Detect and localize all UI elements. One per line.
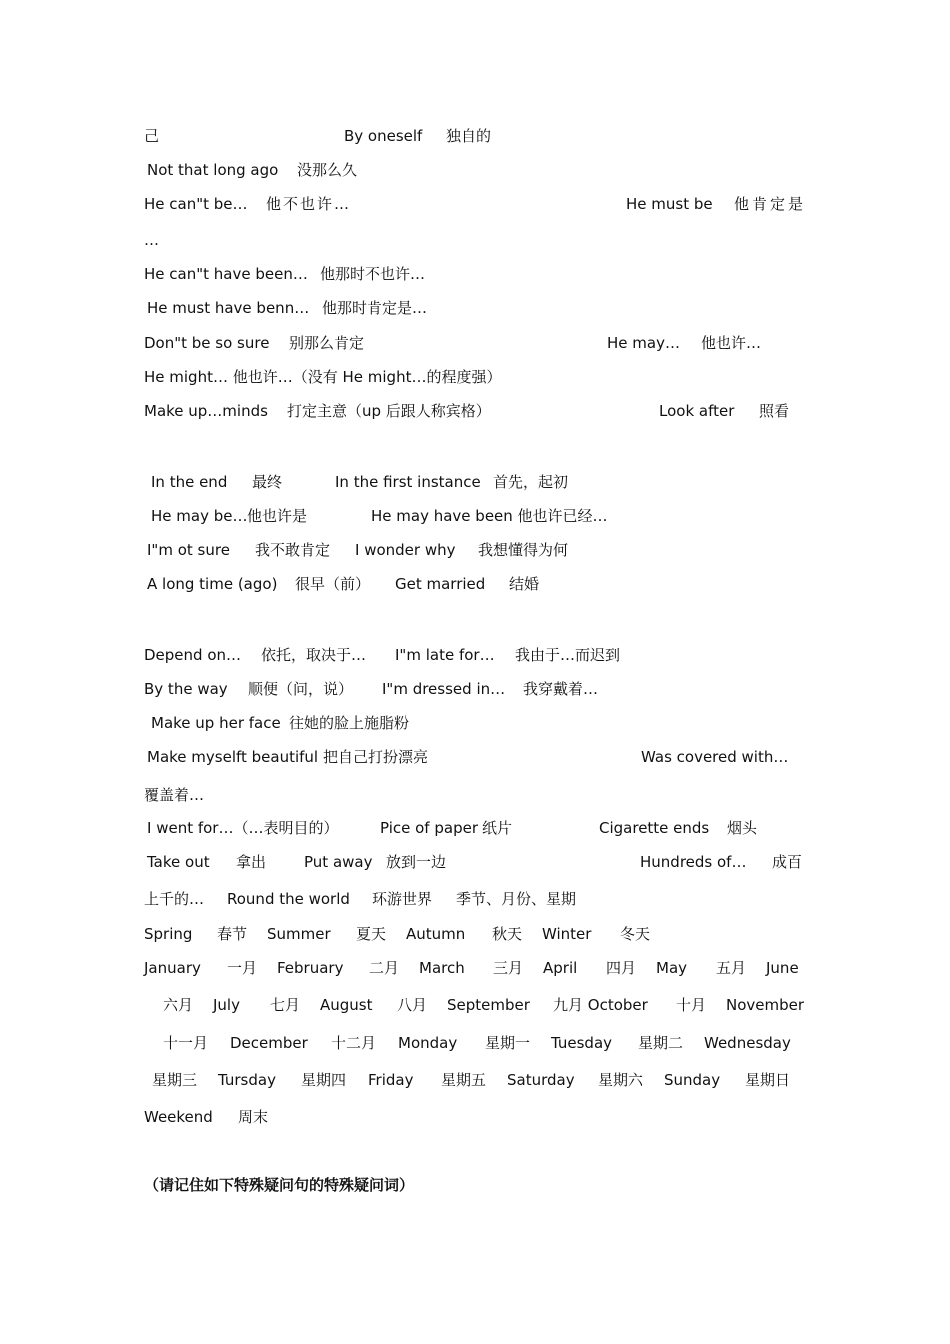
text-span: 往她的脸上施脂粉 bbox=[289, 714, 410, 732]
text-span: 五月 bbox=[716, 959, 747, 977]
text-span: 打定主意（up 后跟人称宾格） bbox=[287, 402, 491, 420]
text-span: Cigarette ends bbox=[599, 819, 710, 837]
text-span: December bbox=[230, 1034, 308, 1052]
text-span: 别那么肯定 bbox=[289, 334, 365, 352]
section-heading: （请记住如下特殊疑问句的特殊疑问词） bbox=[144, 1176, 415, 1194]
text-span: 烟头 bbox=[727, 819, 758, 837]
text-span: Put away bbox=[304, 853, 373, 871]
text-span: 七月 bbox=[270, 996, 301, 1014]
text-span: I"m late for… bbox=[395, 646, 495, 664]
text-span: Tuesday bbox=[551, 1034, 613, 1052]
text-span: 六月 bbox=[163, 996, 194, 1014]
text-span: By oneself bbox=[344, 127, 423, 145]
text-span: 顺便（问，说） bbox=[248, 680, 354, 698]
text-span: Make up…minds bbox=[144, 402, 268, 420]
text-span: Round the world bbox=[227, 890, 350, 908]
text-span: 十二月 bbox=[331, 1034, 377, 1052]
text-span: 一月 bbox=[227, 959, 258, 977]
text-span: By the way bbox=[144, 680, 228, 698]
text-span: 己 bbox=[144, 127, 160, 145]
text-span: November bbox=[726, 996, 805, 1014]
text-span: 照看 bbox=[759, 402, 790, 420]
text-span: 环游世界 bbox=[372, 890, 433, 908]
text-span: 星期日 bbox=[745, 1071, 791, 1089]
text-span: 夏天 bbox=[356, 925, 387, 943]
text-span: I"m dressed in… bbox=[382, 680, 506, 698]
text-span: 冬天 bbox=[620, 925, 651, 943]
text-span: 我由于…而迟到 bbox=[515, 646, 621, 664]
text-span: 覆盖着… bbox=[144, 786, 205, 804]
text-span: February bbox=[277, 959, 344, 977]
text-span: 上千的… bbox=[144, 890, 205, 908]
text-span: 星期六 bbox=[598, 1071, 644, 1089]
text-span: I"m ot sure bbox=[147, 541, 230, 559]
text-span: He must be bbox=[626, 195, 713, 213]
text-span: 九月 October bbox=[553, 996, 648, 1014]
text-span: August bbox=[320, 996, 373, 1014]
text-span: 把自己打扮漂亮 bbox=[323, 748, 429, 766]
text-span: 他不也许… bbox=[266, 195, 352, 213]
text-span: Tursday bbox=[218, 1071, 276, 1089]
text-span: July bbox=[213, 996, 240, 1014]
text-span: Wednesday bbox=[704, 1034, 791, 1052]
text-span: Not that long ago bbox=[147, 161, 279, 179]
text-span: 他那时肯定是… bbox=[322, 299, 428, 317]
text-span: 没那么久 bbox=[297, 161, 358, 179]
text-span: … bbox=[144, 231, 159, 249]
text-span: 星期五 bbox=[441, 1071, 487, 1089]
text-span: 他也许… bbox=[701, 334, 762, 352]
text-span: 很早（前） bbox=[295, 575, 371, 593]
text-span: 我穿戴着… bbox=[523, 680, 599, 698]
text-span: 结婚 bbox=[509, 575, 540, 593]
text-span: 纸片 bbox=[482, 819, 513, 837]
text-span: May bbox=[656, 959, 688, 977]
text-span: I wonder why bbox=[355, 541, 456, 559]
text-span: 首先，起初 bbox=[493, 473, 569, 491]
text-span: 四月 bbox=[606, 959, 637, 977]
text-span: A long time (ago) bbox=[147, 575, 278, 593]
text-span: April bbox=[543, 959, 578, 977]
text-span: Pice of paper bbox=[380, 819, 478, 837]
text-span: 八月 bbox=[397, 996, 428, 1014]
text-span: He may be… bbox=[151, 507, 248, 525]
text-span: 最终 bbox=[252, 473, 283, 491]
text-span: Was covered with… bbox=[641, 748, 789, 766]
text-span: He can"t have been… bbox=[144, 265, 308, 283]
text-span: Monday bbox=[398, 1034, 458, 1052]
text-span: In the first instance bbox=[335, 473, 481, 491]
text-span: 星期四 bbox=[301, 1071, 347, 1089]
text-span: 三月 bbox=[493, 959, 524, 977]
text-span: January bbox=[144, 959, 201, 977]
text-span: Take out bbox=[147, 853, 210, 871]
text-span: He might… 他也许…（没有 He might…的程度强） bbox=[144, 368, 502, 386]
text-span: 我想懂得为何 bbox=[478, 541, 569, 559]
text-span: In the end bbox=[151, 473, 228, 491]
text-span: He may… bbox=[607, 334, 680, 352]
text-span: 星期三 bbox=[152, 1071, 198, 1089]
text-span: He can"t be… bbox=[144, 195, 248, 213]
text-span: 他肯定是 bbox=[734, 195, 807, 213]
text-span: 十一月 bbox=[163, 1034, 209, 1052]
text-span: 依托，取决于… bbox=[261, 646, 367, 664]
text-span: 我不敢肯定 bbox=[255, 541, 331, 559]
text-span: 周末 bbox=[238, 1108, 269, 1126]
text-span: 他那时不也许… bbox=[320, 265, 426, 283]
text-span: Autumn bbox=[406, 925, 466, 943]
text-span: Sunday bbox=[664, 1071, 721, 1089]
text-span: I went for…（…表明目的） bbox=[147, 819, 339, 837]
text-span: Winter bbox=[542, 925, 592, 943]
text-span: Don"t be so sure bbox=[144, 334, 270, 352]
text-span: 成百 bbox=[772, 853, 803, 871]
text-span: 秋天 bbox=[492, 925, 523, 943]
text-span: 春节 bbox=[217, 925, 248, 943]
text-span: June bbox=[766, 959, 799, 977]
text-span: Weekend bbox=[144, 1108, 213, 1126]
text-span: 他也许是 bbox=[247, 507, 308, 525]
text-span: 独自的 bbox=[446, 127, 492, 145]
text-span: March bbox=[419, 959, 465, 977]
text-span: Friday bbox=[368, 1071, 414, 1089]
text-span: Spring bbox=[144, 925, 193, 943]
text-span: He must have benn… bbox=[147, 299, 310, 317]
text-span: Hundreds of… bbox=[640, 853, 747, 871]
text-span: 放到一边 bbox=[386, 853, 447, 871]
text-span: Saturday bbox=[507, 1071, 575, 1089]
text-span: September bbox=[447, 996, 530, 1014]
text-span: 拿出 bbox=[236, 853, 267, 871]
text-span: Depend on… bbox=[144, 646, 242, 664]
text-span: 十月 bbox=[676, 996, 707, 1014]
text-span: 二月 bbox=[369, 959, 400, 977]
text-span: Look after bbox=[659, 402, 735, 420]
text-span: He may have been 他也许已经… bbox=[371, 507, 608, 525]
text-span: Make up her face bbox=[151, 714, 281, 732]
text-span: Make myselft beautiful bbox=[147, 748, 319, 766]
text-span: Get married bbox=[395, 575, 486, 593]
text-span: 星期一 bbox=[485, 1034, 531, 1052]
text-span: 星期二 bbox=[638, 1034, 684, 1052]
text-span: Summer bbox=[267, 925, 331, 943]
text-span: 季节、月份、星期 bbox=[456, 890, 577, 908]
